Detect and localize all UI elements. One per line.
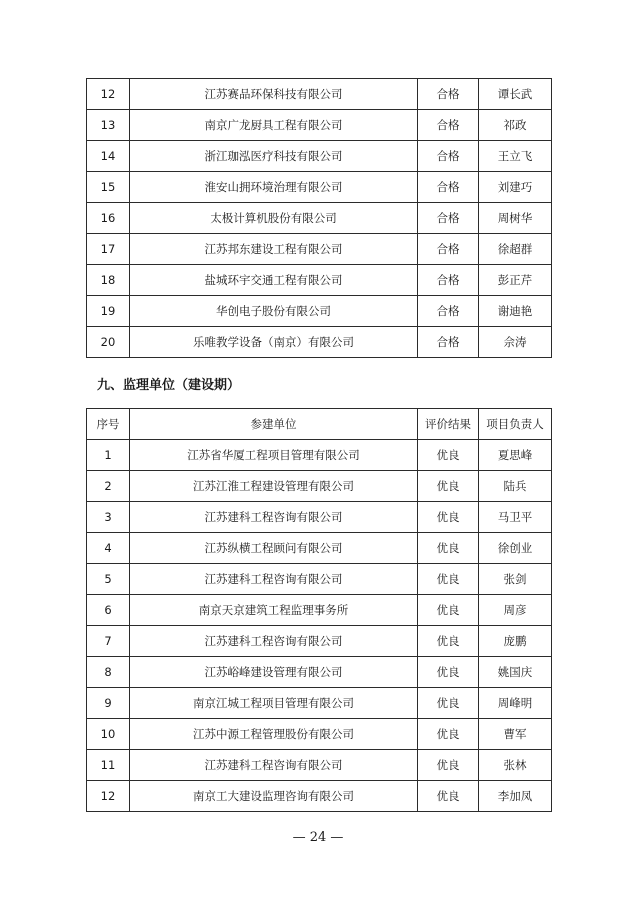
cell-no: 6	[87, 595, 130, 626]
table-row	[87, 595, 552, 626]
cell-no: 11	[87, 750, 130, 781]
cell-no: 15	[87, 172, 130, 203]
cell-no: 18	[87, 265, 130, 296]
cell-person: 刘建巧	[479, 172, 552, 203]
cell-no: 13	[87, 110, 130, 141]
cell-result: 优良	[418, 533, 479, 564]
table-row	[87, 172, 552, 203]
table-row	[87, 750, 552, 781]
cell-person: 庞鹏	[479, 626, 552, 657]
cell-unit: 江苏纵横工程顾问有限公司	[130, 533, 418, 564]
cell-person: 谭长武	[479, 79, 552, 110]
table-row	[87, 626, 552, 657]
cell-person: 张林	[479, 750, 552, 781]
table-row	[87, 141, 552, 172]
cell-unit: 江苏建科工程咨询有限公司	[130, 750, 418, 781]
cell-unit: 南京天京建筑工程监理事务所	[130, 595, 418, 626]
table-row	[87, 781, 552, 812]
evaluation-table-continued	[86, 78, 552, 358]
cell-no: 10	[87, 719, 130, 750]
cell-person: 彭正芹	[479, 265, 552, 296]
header-result: 评价结果	[418, 409, 479, 440]
cell-result: 合格	[418, 141, 479, 172]
cell-no: 8	[87, 657, 130, 688]
cell-person: 谢迪艳	[479, 296, 552, 327]
cell-no: 5	[87, 564, 130, 595]
table-row	[87, 296, 552, 327]
cell-person: 祁政	[479, 110, 552, 141]
table-row	[87, 110, 552, 141]
cell-no: 16	[87, 203, 130, 234]
cell-result: 优良	[418, 750, 479, 781]
table-row	[87, 203, 552, 234]
cell-result: 优良	[418, 471, 479, 502]
cell-no: 7	[87, 626, 130, 657]
cell-result: 优良	[418, 781, 479, 812]
cell-unit: 江苏峪峰建设管理有限公司	[130, 657, 418, 688]
table-row	[87, 564, 552, 595]
cell-result: 合格	[418, 172, 479, 203]
cell-person: 李加凤	[479, 781, 552, 812]
header-unit: 参建单位	[130, 409, 418, 440]
page-number: — 24 —	[292, 830, 344, 845]
cell-no: 14	[87, 141, 130, 172]
cell-person: 曹军	[479, 719, 552, 750]
cell-unit: 盐城环宇交通工程有限公司	[130, 265, 418, 296]
section-heading: 九、监理单位（建设期）	[97, 378, 241, 393]
table-row	[87, 533, 552, 564]
table-header-row	[87, 409, 552, 440]
cell-person: 夏思峰	[479, 440, 552, 471]
cell-person: 佘涛	[479, 327, 552, 358]
cell-person: 陆兵	[479, 471, 552, 502]
cell-no: 4	[87, 533, 130, 564]
cell-result: 合格	[418, 110, 479, 141]
cell-unit: 江苏江淮工程建设管理有限公司	[130, 471, 418, 502]
cell-result: 优良	[418, 626, 479, 657]
cell-unit: 江苏建科工程咨询有限公司	[130, 626, 418, 657]
cell-unit: 乐唯教学设备（南京）有限公司	[130, 327, 418, 358]
cell-unit: 江苏邦东建设工程有限公司	[130, 234, 418, 265]
table-row	[87, 234, 552, 265]
cell-unit: 江苏建科工程咨询有限公司	[130, 564, 418, 595]
table-row	[87, 265, 552, 296]
cell-person: 徐超群	[479, 234, 552, 265]
cell-unit: 太极计算机股份有限公司	[130, 203, 418, 234]
cell-unit: 江苏省华厦工程项目管理有限公司	[130, 440, 418, 471]
cell-person: 姚国庆	[479, 657, 552, 688]
cell-result: 优良	[418, 595, 479, 626]
cell-unit: 江苏赛品环保科技有限公司	[130, 79, 418, 110]
table-row	[87, 657, 552, 688]
supervision-unit-table	[86, 408, 552, 812]
cell-result: 优良	[418, 719, 479, 750]
cell-result: 合格	[418, 79, 479, 110]
cell-person: 周峰明	[479, 688, 552, 719]
cell-result: 合格	[418, 203, 479, 234]
cell-unit: 南京江城工程项目管理有限公司	[130, 688, 418, 719]
cell-person: 徐创业	[479, 533, 552, 564]
cell-unit: 江苏建科工程咨询有限公司	[130, 502, 418, 533]
table-row	[87, 688, 552, 719]
cell-unit: 南京广龙厨具工程有限公司	[130, 110, 418, 141]
cell-no: 9	[87, 688, 130, 719]
cell-no: 12	[87, 79, 130, 110]
table-row	[87, 327, 552, 358]
cell-result: 优良	[418, 564, 479, 595]
cell-result: 合格	[418, 265, 479, 296]
cell-result: 合格	[418, 327, 479, 358]
header-no: 序号	[87, 409, 130, 440]
table-row	[87, 440, 552, 471]
cell-no: 3	[87, 502, 130, 533]
cell-no: 19	[87, 296, 130, 327]
table-row	[87, 502, 552, 533]
table-row	[87, 471, 552, 502]
cell-person: 周彦	[479, 595, 552, 626]
cell-person: 王立飞	[479, 141, 552, 172]
cell-result: 合格	[418, 234, 479, 265]
cell-result: 优良	[418, 688, 479, 719]
cell-person: 周树华	[479, 203, 552, 234]
cell-unit: 淮安山拥环境治理有限公司	[130, 172, 418, 203]
cell-no: 2	[87, 471, 130, 502]
cell-result: 优良	[418, 657, 479, 688]
header-person: 项目负责人	[479, 409, 552, 440]
cell-no: 12	[87, 781, 130, 812]
cell-person: 马卫平	[479, 502, 552, 533]
table-row	[87, 79, 552, 110]
cell-no: 1	[87, 440, 130, 471]
cell-unit: 南京工大建设监理咨询有限公司	[130, 781, 418, 812]
cell-result: 合格	[418, 296, 479, 327]
cell-result: 优良	[418, 502, 479, 533]
cell-no: 20	[87, 327, 130, 358]
cell-unit: 江苏中源工程管理股份有限公司	[130, 719, 418, 750]
table-row	[87, 719, 552, 750]
cell-unit: 华创电子股份有限公司	[130, 296, 418, 327]
cell-result: 优良	[418, 440, 479, 471]
cell-person: 张剑	[479, 564, 552, 595]
cell-unit: 浙江珈泓医疗科技有限公司	[130, 141, 418, 172]
cell-no: 17	[87, 234, 130, 265]
